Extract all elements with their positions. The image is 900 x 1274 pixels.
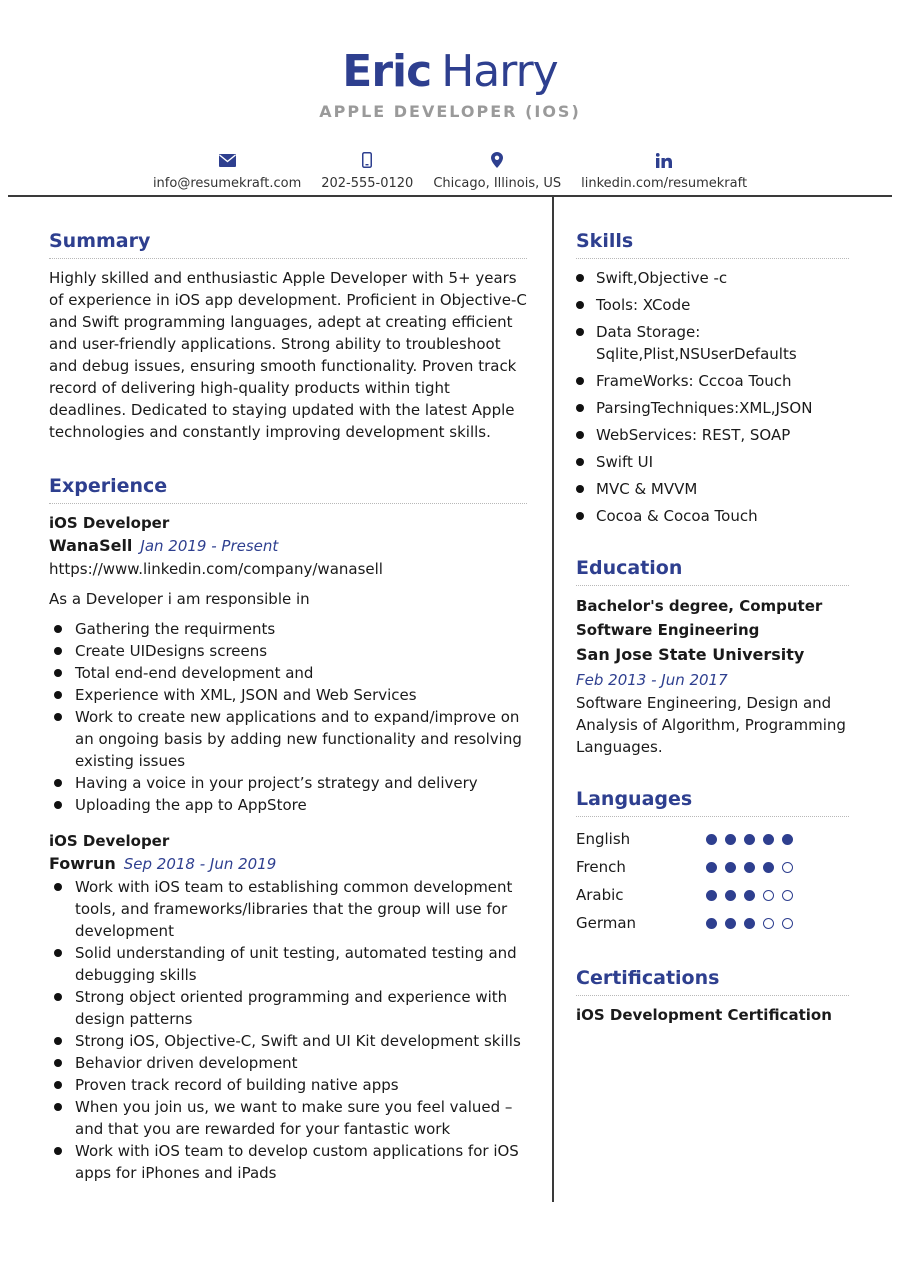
job-role: iOS Developer bbox=[49, 514, 170, 532]
language-rating bbox=[706, 862, 793, 873]
rating-dot-empty bbox=[763, 890, 774, 901]
contact-location-text: Chicago, Illinois, US bbox=[433, 176, 562, 191]
company-name: Fowrun bbox=[49, 854, 116, 873]
experience-heading: Experience bbox=[49, 475, 527, 504]
first-name: Eric bbox=[342, 46, 432, 97]
column-divider bbox=[552, 197, 554, 1202]
job-title: APPLE DEVELOPER (IOS) bbox=[319, 102, 581, 121]
certification-item: iOS Development Certification bbox=[576, 1006, 832, 1024]
list-item: MVC & MVVM bbox=[576, 478, 849, 500]
list-item: When you join us, we want to make sure you feel valued – and that you are rewarded for your fantastic work bbox=[49, 1096, 527, 1140]
rating-dot-filled bbox=[744, 918, 755, 929]
summary-heading: Summary bbox=[49, 230, 527, 259]
list-item: FrameWorks: Cccoa Touch bbox=[576, 370, 849, 392]
language-row bbox=[576, 909, 849, 937]
education-dates: Feb 2013 - Jun 2017 bbox=[576, 671, 728, 689]
phone-icon bbox=[362, 150, 372, 170]
candidate-name bbox=[0, 46, 900, 97]
right-column bbox=[576, 230, 849, 1052]
job-intro: As a Developer i am responsible in bbox=[49, 590, 310, 608]
list-item: Data Storage: Sqlite,Plist,NSUserDefaults bbox=[576, 321, 849, 365]
certifications-heading: Certifications bbox=[576, 967, 849, 996]
education-heading: Education bbox=[576, 557, 849, 586]
summary-section bbox=[49, 230, 527, 443]
language-row bbox=[576, 825, 849, 853]
rating-dot-empty bbox=[763, 918, 774, 929]
list-item: Gathering the requirments bbox=[49, 618, 527, 640]
rating-dot-filled bbox=[706, 862, 717, 873]
contact-phone-text: 202-555-0120 bbox=[321, 176, 414, 191]
list-item: Experience with XML, JSON and Web Services bbox=[49, 684, 527, 706]
list-item: Strong iOS, Objective-C, Swift and UI Kit development skills bbox=[49, 1030, 527, 1052]
rating-dot-filled bbox=[744, 890, 755, 901]
contact-email-text: info@resumekraft.com bbox=[152, 176, 302, 191]
languages-heading: Languages bbox=[576, 788, 849, 817]
certifications-section bbox=[576, 967, 849, 1026]
list-item: Work with iOS team to develop custom applications for iOS apps for iPhones and iPads bbox=[49, 1140, 527, 1184]
list-item: Strong object oriented programming and experience with design patterns bbox=[49, 986, 527, 1030]
skills-heading: Skills bbox=[576, 230, 849, 259]
left-column bbox=[49, 230, 527, 1210]
list-item: Proven track record of building native apps bbox=[49, 1074, 527, 1096]
contact-email[interactable] bbox=[153, 150, 301, 191]
list-item: Work with iOS team to establishing common development tools, and frameworks/libraries that the group will use for development bbox=[49, 876, 527, 942]
list-item: Uploading the app to AppStore bbox=[49, 794, 527, 816]
company-line bbox=[49, 534, 527, 558]
education-section bbox=[576, 557, 849, 758]
rating-dot-empty bbox=[782, 862, 793, 873]
rating-dot-filled bbox=[706, 890, 717, 901]
list-item: Tools: XCode bbox=[576, 294, 849, 316]
language-rating bbox=[706, 834, 793, 845]
rating-dot-filled bbox=[725, 862, 736, 873]
list-item: Behavior driven development bbox=[49, 1052, 527, 1074]
contact-phone[interactable] bbox=[321, 150, 413, 191]
linkedin-icon bbox=[656, 150, 672, 170]
list-item: Cocoa & Cocoa Touch bbox=[576, 505, 849, 527]
contact-linkedin-text: linkedin.com/resumekraft bbox=[581, 176, 748, 191]
contact-bar bbox=[0, 150, 900, 191]
languages-list bbox=[576, 825, 849, 937]
rating-dot-filled bbox=[725, 834, 736, 845]
languages-section bbox=[576, 788, 849, 937]
skills-section bbox=[576, 230, 849, 527]
language-name: German bbox=[576, 914, 637, 932]
rating-dot-filled bbox=[725, 918, 736, 929]
language-rating bbox=[706, 918, 793, 929]
rating-dot-filled bbox=[763, 862, 774, 873]
language-name: English bbox=[576, 830, 631, 848]
experience-section bbox=[49, 475, 527, 1184]
education-degree: Bachelor's degree, Computer Software Engineering bbox=[576, 597, 823, 639]
rating-dot-empty bbox=[782, 890, 793, 901]
list-item: ParsingTechniques:XML,JSON bbox=[576, 397, 849, 419]
list-item: Solid understanding of unit testing, automated testing and debugging skills bbox=[49, 942, 527, 986]
envelope-icon bbox=[219, 150, 236, 170]
job-dates: Jan 2019 - Present bbox=[140, 537, 279, 555]
list-item: Swift UI bbox=[576, 451, 849, 473]
list-item: Work to create new applications and to expand/improve on an ongoing basis by adding new functionality and resolving existing issues bbox=[49, 706, 527, 772]
rating-dot-filled bbox=[706, 918, 717, 929]
rating-dot-filled bbox=[744, 862, 755, 873]
language-name: Arabic bbox=[576, 886, 624, 904]
language-row bbox=[576, 881, 849, 909]
rating-dot-filled bbox=[706, 834, 717, 845]
education-school: San Jose State University bbox=[576, 645, 805, 664]
company-url[interactable]: https://www.linkedin.com/company/wanasell bbox=[49, 560, 383, 578]
contact-location bbox=[433, 150, 561, 191]
list-item: WebServices: REST, SOAP bbox=[576, 424, 849, 446]
job-entry bbox=[49, 512, 527, 816]
education-description: Software Engineering, Design and Analysis of Algorithm, Programming Languages. bbox=[576, 694, 846, 756]
map-pin-icon bbox=[491, 150, 503, 170]
rating-dot-empty bbox=[782, 918, 793, 929]
job-dates: Sep 2018 - Jun 2019 bbox=[123, 855, 277, 873]
rating-dot-filled bbox=[744, 834, 755, 845]
skills-list bbox=[576, 267, 849, 527]
company-name: WanaSell bbox=[49, 536, 133, 555]
job-entry bbox=[49, 830, 527, 1184]
company-line bbox=[49, 852, 527, 876]
rating-dot-filled bbox=[725, 890, 736, 901]
language-name: French bbox=[576, 858, 626, 876]
list-item: Swift,Objective -c bbox=[576, 267, 849, 289]
job-role: iOS Developer bbox=[49, 832, 170, 850]
summary-text: Highly skilled and enthusiastic Apple Developer with 5+ years of experience in iOS app development. Proficient in Objective-C and Swift programming languages, adept at creating efficient and user-friendly applications. Strong ability to troubleshoot and debug issues, ensuring smooth functionality. Proven track record of delivering high-quality products within tight deadlines. Dedicated to staying updated with the latest Apple technologies and constantly improving development skills. bbox=[49, 269, 527, 441]
job-bullets bbox=[49, 876, 527, 1184]
list-item: Create UIDesigns screens bbox=[49, 640, 527, 662]
language-rating bbox=[706, 890, 793, 901]
contact-linkedin[interactable] bbox=[581, 150, 747, 191]
header-divider bbox=[8, 195, 892, 197]
job-bullets bbox=[49, 618, 527, 816]
list-item: Having a voice in your project’s strategy and delivery bbox=[49, 772, 527, 794]
rating-dot-filled bbox=[782, 834, 793, 845]
last-name: Harry bbox=[441, 46, 558, 97]
language-row bbox=[576, 853, 849, 881]
rating-dot-filled bbox=[763, 834, 774, 845]
list-item: Total end-end development and bbox=[49, 662, 527, 684]
